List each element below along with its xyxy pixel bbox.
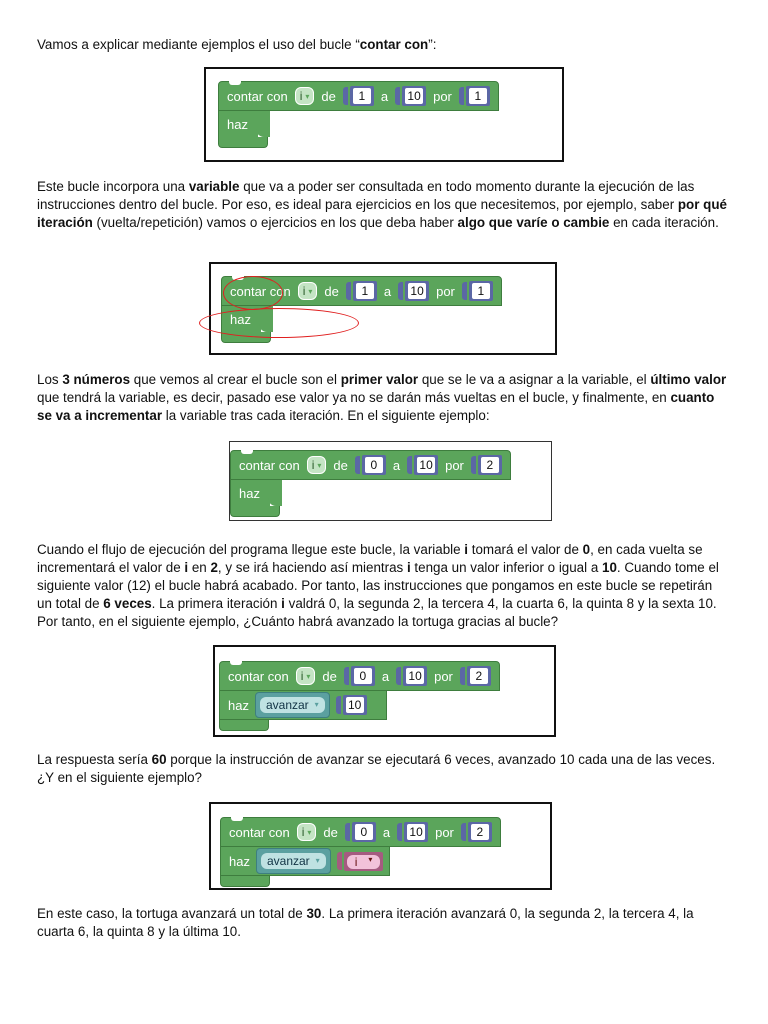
label-por: por (435, 824, 454, 840)
haz-row (230, 480, 370, 506)
number-to: 10 (396, 666, 427, 686)
chevron-down-icon: ▾ (305, 91, 310, 101)
figure-block-basic (204, 67, 564, 162)
figure-block-example (229, 441, 552, 521)
variable-dropdown: i ▾ (296, 667, 316, 685)
label-por: por (445, 457, 464, 473)
block-label: contar con (230, 283, 291, 299)
label-a: a (392, 457, 401, 473)
label-a: a (382, 824, 391, 840)
label-por: por (433, 88, 452, 104)
label-a: a (383, 283, 392, 299)
number-from: 0 (345, 822, 376, 842)
paragraph-flow: Cuando el flujo de ejecución del programa llegue este bucle, la variable i tomará el valor de 0, en cada vuelta se incrementará el valor de i en 2, y se irá haciendo así mientras i tenga un valor inferior o igual a 10. Cuando tome el siguiente valor (12) el bucle habrá acabado. Por tanto, las instrucciones que pongamos en este bucle se repetirán un total de 6 veces. La primera iteración i valdrá 0, la segunda 2, la tercera 4, la cuarta 6, la quinta 8 y la sexta 10. Por tanto, en el siguiente ejemplo, ¿Cuánto habrá avanzado la tortuga gracias al bucle? (37, 542, 719, 629)
contar-con-block (220, 817, 501, 887)
number-step: 2 (471, 455, 502, 475)
block-label: contar con (239, 457, 300, 473)
number-step: 2 (461, 822, 492, 842)
number-step: 1 (459, 86, 490, 106)
contar-con-block (219, 661, 500, 731)
number-from: 0 (355, 455, 386, 475)
paragraph-numbers: Los 3 números que vemos al crear el bucle son el primer valor que se le va a asignar a la variable, el último valor que tendrá la variable, es decir, pasado ese valor ya no se darán más vueltas en el bucle, y finalmente, en cuanto se va a incrementar la variable tras cada iteración. En el siguiente ejemplo: (37, 372, 727, 423)
chevron-down-icon: ▾ (306, 671, 311, 681)
label-haz: haz (228, 697, 249, 713)
label-a: a (381, 668, 390, 684)
number-to: 10 (395, 86, 426, 106)
number-to: 10 (398, 281, 429, 301)
avanzar-command: avanzar ▾ (255, 692, 330, 718)
variable-dropdown: i ▾ (297, 823, 317, 841)
text: Vamos a explicar mediante ejemplos el uso del bucle “ (37, 37, 360, 52)
label-a: a (380, 88, 389, 104)
contar-con-block (218, 81, 499, 148)
paragraph-variable: Este bucle incorpora una variable que va a poder ser consultada en todo momento durante la ejecución de las instrucciones dentro del bucle. Por eso, es ideal para ejercicios en los que necesitemos, por ejemplo, saber por qué iteración (vuelta/repetición) vamos o ejercicios en los que deba haber algo que varíe o cambie en cada iteración. (37, 179, 727, 230)
variable-dropdown: i ▾ (307, 456, 327, 474)
paragraph-conclusion: En este caso, la tortuga avanzará un total de 30. La primera iteración avanzará 0, la segunda 2, la tercera 4, la cuarta 6, la quinta 8 y la última 10. (37, 906, 694, 939)
variable-i-block: i ▾ (337, 852, 384, 871)
label-haz: haz (229, 853, 250, 869)
paragraph-answer: La respuesta sería 60 porque la instrucción de avanzar se ejecutará 6 veces, avanzado 10 cada una de las veces. ¿Y en el siguiente ejemplo? (37, 752, 716, 785)
variable-dropdown: i ▾ (298, 282, 318, 300)
paragraph-intro (37, 36, 727, 54)
block-label: contar con (228, 668, 289, 684)
variable-dropdown: i ▾ (295, 87, 315, 105)
chevron-down-icon: ▾ (308, 286, 313, 296)
label-de: de (333, 457, 348, 473)
number-from: 0 (344, 666, 375, 686)
chevron-down-icon: ▾ (364, 855, 376, 869)
number-step: 1 (462, 281, 493, 301)
block-header (218, 81, 499, 111)
chevron-down-icon: ▾ (315, 856, 320, 865)
block-label: contar con (227, 88, 288, 104)
text-bold: contar con (359, 37, 429, 52)
haz-row (220, 847, 390, 876)
chevron-down-icon: ▾ (307, 827, 312, 837)
label-de: de (324, 283, 339, 299)
number-to: 10 (397, 822, 428, 842)
figure-block-highlighted (209, 262, 557, 355)
text: ”: (428, 37, 437, 52)
label-por: por (434, 668, 453, 684)
haz-row (219, 691, 387, 720)
number-distance: 10 (336, 695, 367, 715)
figure-block-avanzar-i (209, 802, 552, 890)
label-de: de (321, 88, 336, 104)
label-haz: haz (221, 306, 261, 332)
haz-row (218, 111, 358, 137)
figure-block-avanzar-10 (213, 645, 556, 737)
chevron-down-icon: ▾ (314, 700, 319, 709)
highlight-circle-variable (223, 276, 283, 310)
chevron-down-icon: ▾ (317, 460, 322, 470)
block-header (220, 817, 501, 847)
contar-con-block (230, 450, 511, 517)
number-from: 1 (343, 86, 374, 106)
label-de: de (323, 824, 338, 840)
number-step: 2 (460, 666, 491, 686)
number-from: 1 (346, 281, 377, 301)
label-haz: haz (230, 480, 270, 506)
block-label: contar con (229, 824, 290, 840)
block-header (219, 661, 500, 691)
number-to: 10 (407, 455, 438, 475)
highlight-circle-haz (199, 308, 359, 338)
avanzar-command: avanzar ▾ (256, 848, 331, 874)
label-de: de (322, 668, 337, 684)
block-header (230, 450, 511, 480)
label-haz: haz (218, 111, 258, 137)
label-por: por (436, 283, 455, 299)
